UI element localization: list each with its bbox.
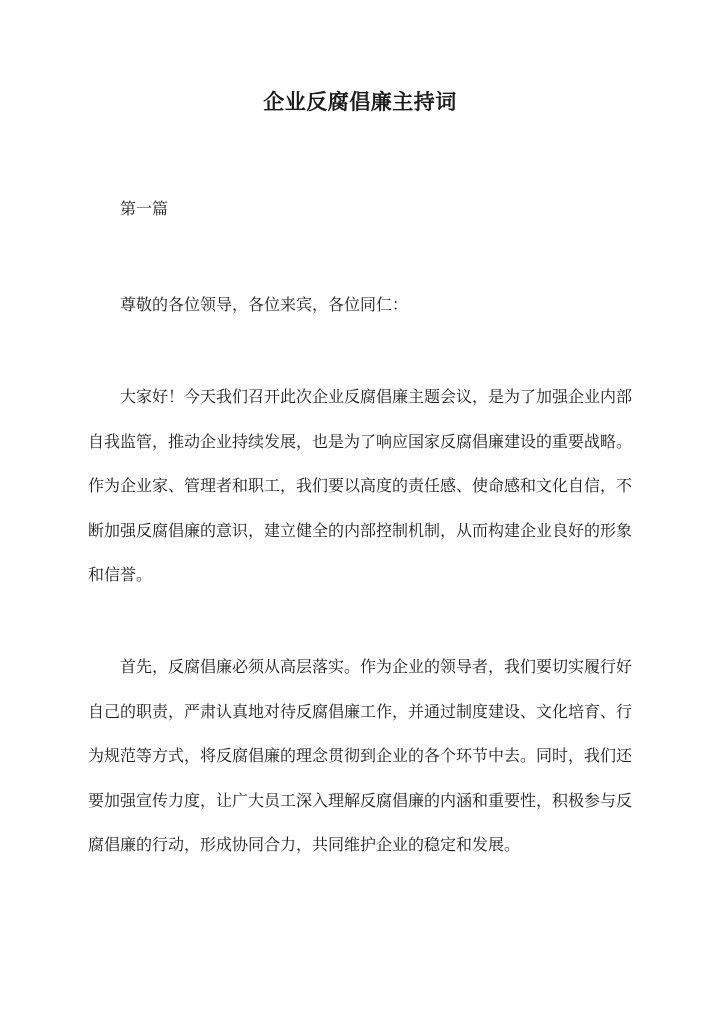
section-label: 第一篇 [120,199,169,218]
body-paragraph-2: 首先，反腐倡廉必须从高层落实。作为企业的领导者，我们要切实履行好自己的职责，严肃认真地对待反腐倡廉工作，并通过制度建设、文化培育、行为规范等方式，将反腐倡廉的理念贯彻到企业的各个环节中去。同时，我们还要加强宣传力度，让广大员工深入理解反腐倡廉的内涵和重要性，积极参与反腐倡廉的行动，形成协同合力，共同维护企业的稳定和发展。 [88,657,633,855]
document-title: 企业反腐倡廉主持词 [263,89,457,114]
body-paragraph-1: 大家好！今天我们召开此次企业反腐倡廉主题会议，是为了加强企业内部自我监管，推动企业持续发展，也是为了响应国家反腐倡廉建设的重要战略。作为企业家、管理者和职工，我们要以高度的责任感、使命感和文化自信，不断加强反腐倡廉的意识，建立健全的内部控制机制，从而构建企业良好的形象和信誉。 [88,387,633,585]
salutation: 尊敬的各位领导，各位来宾，各位同仁： [120,295,409,314]
